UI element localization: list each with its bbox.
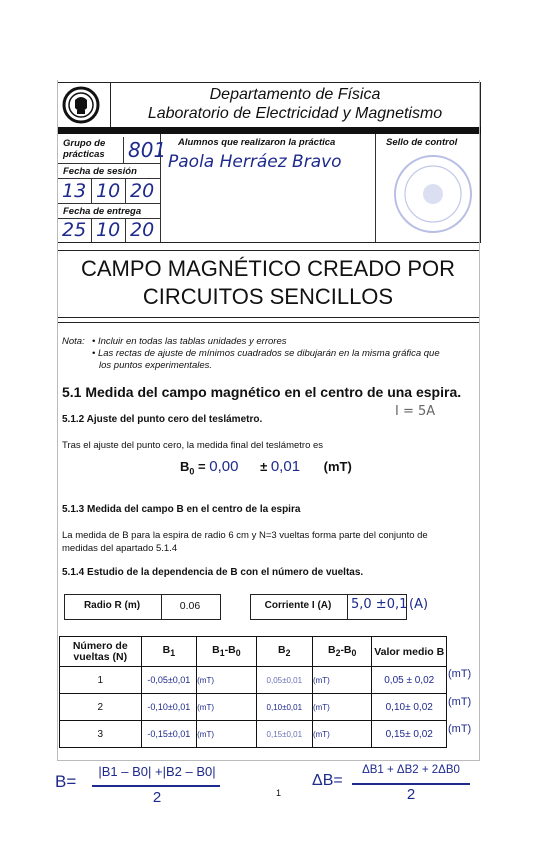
fecha-entrega-day: 25 — [62, 219, 87, 241]
fecha-sesion-day: 13 — [62, 180, 87, 202]
section-5-1-2-title: 5.1.2 Ajuste del punto cero del teslámetro. — [62, 414, 263, 425]
grupo-label: Grupo de prácticas — [63, 138, 106, 160]
cell-b1-b0: (mT) — [197, 694, 257, 721]
fecha-sesion-label: Fecha de sesión — [63, 166, 137, 177]
fecha-entrega-label: Fecha de entrega — [63, 206, 142, 217]
header-b1: $B_1$ — [141, 637, 197, 667]
date-divider — [125, 218, 126, 242]
b0-error: 0,01 — [270, 458, 301, 475]
page-frame-right — [479, 80, 480, 760]
grupo-value: 801 — [128, 138, 167, 162]
fecha-sesion-year: 20 — [130, 180, 155, 202]
section-5-1-4-title: 5.1.4 Estudio de la dependencia de B con el número de vueltas. — [62, 567, 364, 578]
current-note: I = 5A — [395, 404, 436, 419]
nota-bullet-2-cont: los puntos experimentales. — [99, 360, 213, 371]
corriente-value: 5,0 ±0,1 — [351, 597, 408, 612]
fecha-sesion-month: 10 — [96, 180, 121, 202]
practice-title-line1: CAMPO MAGNÉTICO CREADO POR — [80, 256, 456, 281]
header-b2: $B_2$ — [256, 637, 312, 667]
cell-b1: -0,05±0,01 — [141, 667, 197, 694]
b0-value: 0,00 — [209, 458, 239, 475]
table-row — [60, 667, 447, 694]
alumno-name: Paola Herráez Bravo — [168, 152, 342, 172]
cell-b1: -0,10±0,01 — [141, 694, 197, 721]
corriente-unit: (A) — [409, 597, 429, 612]
sello-label: Sello de control — [386, 137, 458, 148]
cell-b1-b0: (mT) — [197, 721, 257, 748]
date-divider — [91, 179, 92, 203]
cell-b2-b0: (mT) — [312, 694, 372, 721]
laboratory-title: Laboratorio de Electricidad y Magnetismo — [147, 105, 443, 122]
b0-measurement: $B_0 = 0,00 \pm 0,01$ (mT) — [180, 458, 352, 477]
cell-b2-b0: (mT) — [312, 667, 372, 694]
alumnos-label: Alumnos que realizaron la práctica — [178, 137, 336, 148]
formula-db-lhs: ΔB= — [312, 772, 343, 789]
formula-db-numerator: ΔB1 + ΔB2 + 2ΔB0 — [362, 764, 460, 776]
cell-b2: 0,15±0,01 — [256, 721, 312, 748]
date-divider — [125, 179, 126, 203]
department-title: Departamento de Física — [209, 86, 381, 103]
cell-valor-medio: 0,10± 0,02 — [372, 694, 447, 721]
fecha-entrega-month: 10 — [96, 219, 121, 241]
formula-db-denominator: 2 — [406, 786, 416, 803]
cell-b2-b0: (mT) — [312, 721, 372, 748]
section-5-1-3-text-2: medidas del apartado 5.1.4 — [62, 543, 178, 554]
header-vueltas: Número de vueltas (N) — [60, 637, 142, 667]
cell-valor-medio: 0,05 ± 0,02 — [372, 667, 447, 694]
cell-b1-b0: (mT) — [197, 667, 257, 694]
control-stamp-icon — [385, 140, 477, 240]
nota-label: Nota: — [62, 336, 85, 347]
cell-b1: -0,15±0,01 — [141, 721, 197, 748]
section-5-1-3-text-1: La medida de B para la espira de radio 6 cm y N=3 vueltas forma parte del conjunto de — [62, 530, 428, 541]
university-logo-icon — [62, 86, 100, 124]
formula-b-denominator: 2 — [152, 789, 162, 806]
cell-valor-medio: 0,15± 0,02 — [372, 721, 447, 748]
fecha-entrega-year: 20 — [130, 219, 155, 241]
formula-db-fraction-bar — [352, 783, 470, 785]
cell-b2: 0,05±0,01 — [256, 667, 312, 694]
title-rule — [57, 322, 479, 323]
info-hline-2 — [57, 178, 160, 179]
radio-value: 0.06 — [179, 600, 201, 612]
table-row — [60, 694, 447, 721]
formula-b-numerator: |B1 – B0| +|B2 – B0| — [98, 764, 216, 779]
cell-b2: 0,10±0,01 — [256, 694, 312, 721]
formula-b-lhs: B= — [55, 772, 77, 791]
page-frame-bottom — [57, 760, 480, 761]
cell-n: 2 — [60, 694, 142, 721]
section-5-1-3-title: 5.1.3 Medida del campo B en el centro de la espira — [62, 504, 301, 515]
formula-b-fraction-bar — [92, 785, 220, 787]
header-rule — [57, 127, 481, 134]
measurements-table — [59, 636, 447, 748]
header-b1-b0: $B_1-B_0$ — [197, 637, 257, 667]
row3-unit: (mT) — [448, 723, 472, 735]
cell-n: 1 — [60, 667, 142, 694]
cell-n: 3 — [60, 721, 142, 748]
header-divider — [110, 82, 111, 128]
header-b2-b0: $B_2-B_0$ — [312, 637, 372, 667]
section-5-1-title: 5.1 Medida del campo magnético en el centro de una espira. — [62, 384, 462, 400]
table-header-row — [60, 637, 447, 667]
nota-bullet-1: • Incluir en todas las tablas unidades y errores — [92, 336, 287, 347]
radio-label: Radio R (m) — [83, 600, 141, 611]
practice-title-line2: CIRCUITOS SENCILLOS — [142, 284, 394, 309]
row1-unit: (mT) — [448, 668, 472, 680]
page-frame-left — [57, 80, 58, 760]
table-row — [60, 721, 447, 748]
section-5-1-2-text: Tras el ajuste del punto cero, la medida final del teslámetro es — [62, 440, 324, 451]
page-number: 1 — [276, 788, 282, 798]
info-hline-1 — [57, 163, 160, 164]
info-hline-3 — [57, 203, 160, 204]
nota-bullet-2: • Las rectas de ajuste de mínimos cuadrados se dibujarán en la misma gráfica que — [92, 348, 440, 359]
info-divider-right — [375, 134, 376, 242]
date-divider — [91, 218, 92, 242]
header-valor-medio: Valor medio B — [372, 637, 447, 667]
corriente-label: Corriente I (A) — [264, 600, 332, 611]
row2-unit: (mT) — [448, 696, 472, 708]
